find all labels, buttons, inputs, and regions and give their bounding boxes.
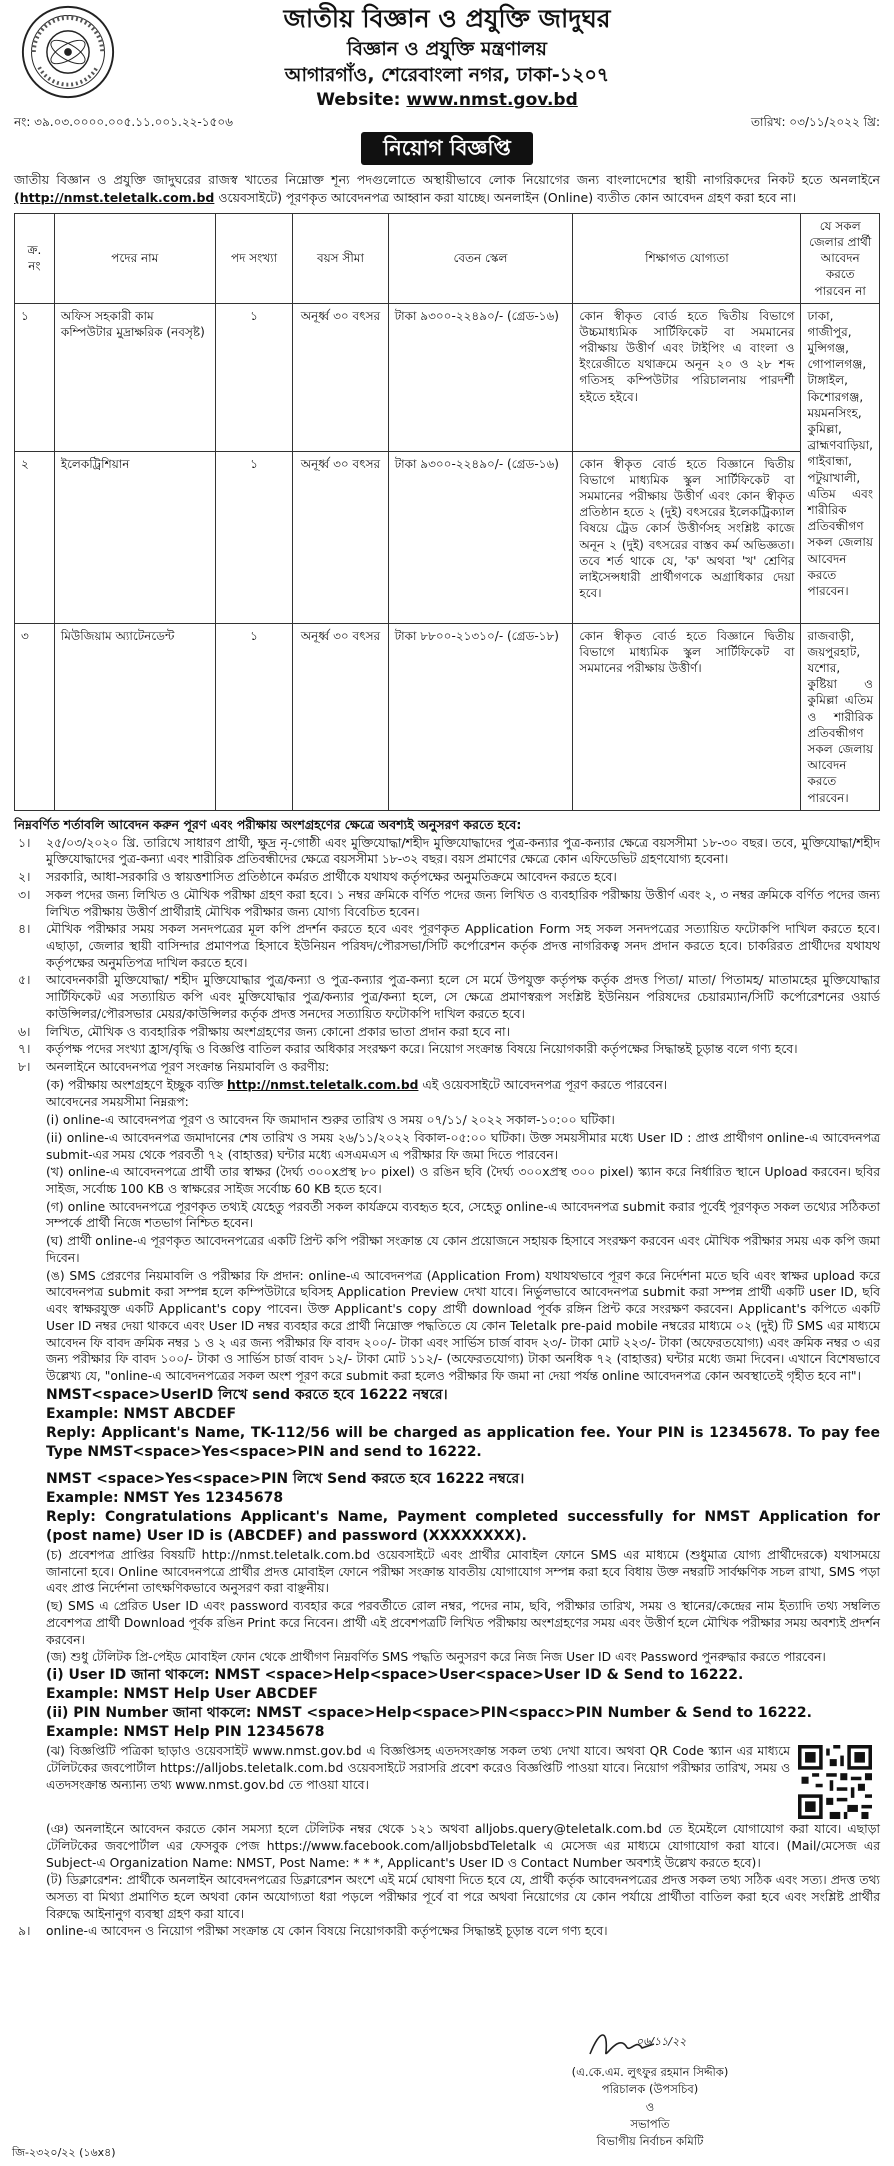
- col-qualification: শিক্ষাগত যোগ্যতা: [573, 213, 801, 303]
- rule-6: ৬। লিখিত, মৌখিক ও ব্যবহারিক পরীক্ষায় অংশগ্রহণের জন্য কোনো প্রকার ভাতা প্রদান করা হবে না।: [18, 1024, 510, 1039]
- rule-8: ৮। অনলাইনে আবেদনপত্র পূরণ সংক্রান্ত নিয়মাবলি ও করণীয়: (ক) পরীক্ষায় অংশগ্রহণে ইচ্ছুক ব্যক্তি http://nmst.teletalk.com.bd এই ওয়েবসাইটে আবেদনপত্র পূরণ করতে পারবেন। আবেদনের সময়সীমা নিম্নরূপ: (i) online-এ আবেদনপত্র পূরণ ও আবেদন ফি জমাদান শুরুর তারিখ ও সময় ০৭/১১/ ২০২২ সকাল-১০:০০ ঘটিকা। (ii) online-এ আবেদনপত্র জমাদানের শেষ তারিখ ও সময় ২৬/১১/২০২২ বিকাল-০৫:০০ ঘটিকা। উক্ত সময়সীমার মধ্যে User ID : প্রাপ্ত প্রার্থীগণ online-এ আবেদনপত্র submit-এর সময় থেকে পরবর্তী ৭২ (বাহাত্তর) ঘন্টার মধ্যে এসএমএস এ পরীক্ষার ফি জমা দিতে পারবেন। (খ) online-এ আবেদনপত্রে প্রার্থী তার স্বাক্ষর (দৈর্ঘ্য ৩০০xপ্রস্থ ৮০ pixel) ও রঙিন ছবি (দৈর্ঘ্য ৩০০xপ্রস্থ ৩০০ pixel) স্ক্যান করে নির্ধারিত স্থানে Upload করবেন। ছবির সাইজ, সর্বোচ্চ 100 KB ও স্বাক্ষরের সাইজ সর্বোচ্চ 60 KB হতে হবে। (গ) online আবেদনপত্রে পূরণকৃত তথ্যই যেহেতু পরবর্তী সকল কার্যক্রমে ব্যবহৃত হবে, সেহেতু online-এ আবেদনপত্র submit করার পূর্বেই পূরণকৃত সকল তথ্যের সঠিকতা সম্পর্কে প্রার্থী নিজে শতভাগ নিশ্চিত হবেন। (ঘ) প্রার্থী online-এ পূরণকৃত আবেদনপত্রের একটি প্রিন্ট কপি পরীক্ষা সংক্রান্ত যে কোন প্রয়োজনে সহায়ক হিসাবে সংরক্ষণ করবেন এবং মৌখিক পরীক্ষার সময় এক কপি জমা দিবেন। (ঙ) SMS প্রেরণের নিয়মাবলি ও পরীক্ষার ফি প্রদান: online-এ আবেদনপত্র (Application From) যথাযথভাবে পূরণ করে নির্দেশনা মতে ছবি এবং স্বাক্ষর upload করে আবেদনপত্র submit করা সম্পন্ন হলে কম্পিউটারে ছবিসহ Application Preview দেখা যাবে। নির্ভুলভাবে আবেদনপত্র submit করা সম্পন্ন প্রার্থী একটি user ID, ছবি এবং স্বাক্ষরযুক্ত একটি Applicant's copy পাবেন। উক্ত Applicant's copy প্রার্থী download পূর্বক রঙ্গিন প্রিন্ট করে সংরক্ষণ করবেন। Applicant's কপিতে একটি User ID নম্বর দেয়া থাকবে এবং User ID নম্বর ব্যবহার করে প্রার্থী নিম্নোক্ত পদ্ধতিতে যে কোন Teletalk pre-paid mobile নম্বরের মাধ্যমে ০২ (দুই) টি SMS এর মাধ্যমে আবেদন ফি বাবদ ক্রমিক নম্বর ১ ও ২ এর জন্য পরীক্ষার ফি বাবদ ২০০/- টাকা এবং সার্ভিস চার্জ বাবদ ২৩/- টাকা মোট ২২৩/- টাকা (অফেরতযোগ্য) এবং ক্রমিক নম্বর ৩ এর জন্য পরীক্ষার ফি বাবদ ১০০/- টাকা ও সার্ভিস চার্জ বাবদ ১২/- টাকা মোট ১১২/- (অফেরতযোগ্য) টাকা অনধিক ৭২ (বাহাত্তর) ঘন্টার মধ্যে জমা দিবেন। এখানে বিশেষভাবে উল্লেখ্য যে, "online-এ আবেদনপত্রের সকল অংশ পূরণ করে submit করা হলেও পরীক্ষার ফি জমা না দেয়া পর্যন্ত online আবেদনপত্র কোন অবস্থাতেই গৃহীত হবে না"। NMST<space>UserID লিখে send করতে হবে 16222 নম্বরে। Example: NMST ABCDEF Reply: Applicant's Name, TK-112/56 will be charged as application fee. Your PIN is 12345678. To pay fee Type NMST<space>Yes<space>PIN and send to 16222. NMST <space>Yes<space>PIN লিখে Send করতে হবে 16222 নম্বরে। Example: NMST Yes 12345678 Reply: Congratulations Applicant's Name, Payment completed successfully for NMST Application for (post name) User ID is (ABCDEF) and password (XXXXXXXX). (চ) প্রবেশপত্র প্রাপ্তির বিষয়টি http://nmst.teletalk.com.bd ওয়েবসাইটে এবং প্রার্থীর মোবাইল ফোনে SMS এর মাধ্যমে (শুধুমাত্র যোগ্য প্রার্থীদেরকে) যথাসময়ে জানানো হবে। Online আবেদনপত্রে প্রার্থীর প্রদত্ত মোবাইল ফোনে পরীক্ষা সংক্রান্ত যাবতীয় যোগাযোগ সম্পন্ন করা হবে বিধায় উক্ত নম্বরটি সার্বক্ষণিক সচল রাখা, SMS পড়া এবং প্রাপ্ত নির্দেশনা তাৎক্ষণিকভাবে অনুসরণ করা বাঞ্ছনীয়। (ছ) SMS এ প্রেরিত User ID এবং password ব্যবহার করে পরবর্তীতে রোল নম্বর, পদের নাম, ছবি, পরীক্ষার তারিখ, সময় ও স্থানের/কেন্দ্রের নাম ইত্যাদি তথ্য সম্বলিত প্রবেশপত্র প্রার্থী Download পূর্বক রঙিন Print করে নিবেন। প্রার্থী এই প্রবেশপত্রটি লিখিত পরীক্ষায় অংশগ্রহণের সময় এবং উত্তীর্ণ হলে মৌখিক পরীক্ষার সময় অবশ্যই প্রদর্শন করবেন। (জ) শুধু টেলিটক প্রি-পেইড মোবাইল ফোন থেকে প্রার্থীগণ নিম্নবর্ণিত SMS পদ্ধতি অনুসরণ করে নিজ নিজ User ID এবং Password পুনরুদ্ধার করতে পারবেন। (i) User ID জানা থাকলে: NMST <space>Help<space>User<space>User ID & Send to 16222. Example: NMST Help User ABCDEF (ii) PIN Number জানা থাকলে: NMST <space>Help<space>PIN<spacc>PIN Number & Send to 16222. Example: NMST Help PIN 12345678 (ঝ) বিজ্ঞপ্তিটি পত্রিকা ছাড়াও ওয়েবসাইট www.nmst.gov.bd এ বিজ্ঞপ্তিসহ এতদসংক্রান্ত সকল তথ্য দেখা যাবে। অথবা QR Code স্ক্যান এর মাধ্যমে টেলিটকের জবপোর্টাল https://alljobs.teletalk.com.bd ওয়েবসাইটে সরাসরি প্রবেশ করেও বিজ্ঞপ্তিটি পাওয়া যাবে। নিয়োগ পরীক্ষার তারিখ, সময় ও এতদসংক্রান্ত অন্যান্য তথ্য www.nmst.gov.bd তে পাওয়া যাবে। (ঞ) অনলাইনে আবেদন করতে কোন সমস্যা হলে টেলিটক নম্বর থেকে ১২১ অথবা alljobs.query@teletalk.com.bd তে ইমেইলে যোগাযোগ করা যাবে। এছাড়া টেলিটকের জবপোর্টাল এর ফেসবুক পেজ https://www.facebook.com/alljobsbdTeletalk এ মেসেজ এর মাধ্যমে যোগাযোগ করা যাবে। (Mail/মেসেজ এর Subject-এ Organization Name: NMST, Post Name: * * *, Applicant's User ID ও Contact Number অবশ্যই উল্লেখ করতে হবে)। (ট) ডিক্লারেশন: প্রার্থীকে অনলাইন আবেদনপত্রের ডিক্লারেশন অংশে এই মর্মে ঘোষণা দিতে হবে যে, প্রার্থী কর্তৃক আবেদনপত্রের প্রদত্ত সকল তথ্য সঠিক এবং সত্য। প্রদত্ত তথ্য অসত্য বা মিথ্যা প্রমাণিত হলে অথবা কোন অযোগ্যতা ধরা পড়লে পরীক্ষার পূর্বে বা পরে অথবা নিয়োগের যে কোন পর্যায়ে প্রার্থীতা বাতিল করা হবে এবং সংশ্লিষ্ট প্রার্থীর বিরুদ্ধে আইনানুগ ব্যবস্থা গ্রহণ করা যাবে।: [18, 1060, 881, 1921]
- cell-serial: ১: [15, 303, 55, 451]
- rule-8-cha: (চ) প্রবেশপত্র প্রাপ্তির বিষয়টি http://nmst.teletalk.com.bd ওয়েবসাইটে এবং প্রার্থীর মোবাইল ফোনে SMS এর মাধ্যমে (শুধুমাত্র যোগ্য প্রার্থীদেরকে) যথাসময়ে জানানো হবে। Online আবেদনপত্রে প্রার্থীর প্রদত্ত মোবাইল ফোনে পরীক্ষা সংক্রান্ত যাবতীয় যোগাযোগ সম্পন্ন করা হবে বিধায় উক্ত নম্বরটি সার্বক্ষণিক সচল রাখা, SMS পড়া এবং প্রাপ্ত নির্দেশনা তাৎক্ষণিকভাবে অনুসরণ করা বাঞ্ছনীয়।: [46, 1547, 880, 1596]
- cell-qualification: কোন স্বীকৃত বোর্ড হতে বিজ্ঞানে দ্বিতীয় বিভাগে মাধ্যমিক স্কুল সার্টিফিকেট বা সমমানের পরীক্ষায় উত্তীর্ণ।: [573, 623, 801, 810]
- website-link[interactable]: www.nmst.gov.bd: [406, 90, 578, 110]
- intro-text-a: জাতীয় বিজ্ঞান ও প্রযুক্তি জাদুঘরের রাজস্ব খাতের নিম্নোক্ত শূন্য পদগুলোতে অস্থায়ীভাবে লোক নিয়োগের জন্য বাংলাদেশের স্থায়ী নাগরিকদের নিকট হতে অনলাইনে: [14, 171, 880, 187]
- cell-pay-scale: টাকা ৯৩০০-২২৪৯০/- (গ্রেড-১৬): [388, 451, 573, 623]
- cell-excluded-districts: ঢাকা, গাজীপুর, মুন্সিগঞ্জ, গোপালগঞ্জ, টাঙ্গাইল, কিশোরগঞ্জ, ময়মনসিংহ, কুমিল্লা, ব্রাহ্মণবাড়িয়া, গাইবান্ধা, পটুয়াখালী, এতিম এবং শারীরিক প্রতিবন্ধীগণ সকল জেলায় আবেদন করতে পারবেন।: [801, 303, 880, 623]
- col-age-limit: বয়স সীমা: [293, 213, 388, 303]
- reference-line: [14, 114, 880, 130]
- col-pay-scale: বেতন স্কেল: [388, 213, 573, 303]
- rule-8-schedule: আবেদনের সময়সীমা নিম্নরূপ:: [46, 1095, 189, 1110]
- rule-8-jha: (ঝ) বিজ্ঞপ্তিটি পত্রিকা ছাড়াও ওয়েবসাইট www.nmst.gov.bd এ বিজ্ঞপ্তিসহ এতদসংক্রান্ত সকল তথ্য দেখা যাবে। অথবা QR Code স্ক্যান এর মাধ্যমে টেলিটকের জবপোর্টাল https://alljobs.teletalk.com.bd ওয়েবসাইটে সরাসরি প্রবেশ করেও বিজ্ঞপ্তিটি পাওয়া যাবে। নিয়োগ পরীক্ষার তারিখ, সময় ও এতদসংক্রান্ত অন্যান্য তথ্য www.nmst.gov.bd তে পাওয়া যাবে।: [46, 1743, 880, 1793]
- table-header-row: [15, 213, 880, 303]
- museum-seal-icon: [20, 4, 116, 100]
- table-row: [15, 451, 880, 623]
- rule-8-heading: অনলাইনে আবেদনপত্র পূরণ সংক্রান্ত নিয়মাবলি ও করণীয়:: [46, 1060, 330, 1074]
- signer-name: (এ.কে.এম. লুৎফুর রহমান সিদ্দীক): [571, 2065, 729, 2079]
- cell-qualification: কোন স্বীকৃত বোর্ড হতে দ্বিতীয় বিভাগে উচ্চমাধ্যমিক সার্টিফিকেট বা সমমানের পরীক্ষায় উত্তীর্ণ এবং টাইপিং এ বাংলা ও ইংরেজীতে যথাক্রমে অনূন ২০ ও ২৮ শব্দ গতিসহ কম্পিউটার পরিচালনায় পারদর্শী হইতে হইবে।: [573, 303, 801, 451]
- table-row: [15, 623, 880, 810]
- col-post-count: পদ সংখ্যা: [215, 213, 293, 303]
- sms-2-reply: Reply: Congratulations Applicant's Name, Payment completed successfully for NMST Application for (post name) User ID is (ABCDEF) and password (XXXXXXXX).: [46, 1508, 880, 1544]
- rule-8-gha: (ঘ) প্রার্থী online-এ পূরণকৃত আবেদনপত্রের একটি প্রিন্ট কপি পরীক্ষা সংক্রান্ত যে কোন প্রয়োজনে সহায়ক হিসাবে সংরক্ষণ করবেন এবং মৌখিক পরীক্ষার সময় এক কপি জমা দিবেন।: [46, 1234, 881, 1265]
- cell-age-limit: অনূর্ধ্ব ৩০ বৎসর: [293, 303, 388, 451]
- title-banner: [14, 132, 880, 164]
- cell-age-limit: অনূর্ধ্ব ৩০ বৎসর: [293, 451, 388, 623]
- reference-number: নং: ৩৯.০৩.০০০০.০০৫.১১.০০১.২২-১৫০৬: [14, 115, 233, 129]
- rule-8-nya: (ঞ) অনলাইনে আবেদন করতে কোন সমস্যা হলে টেলিটক নম্বর থেকে ১২১ অথবা alljobs.query@teletalk.com.bd তে ইমেইলে যোগাযোগ করা যাবে। এছাড়া টেলিটকের জবপোর্টাল এর ফেসবুক পেজ https://www.facebook.com/alljobsbdTeletalk এ মেসেজ এর মাধ্যমে যোগাযোগ করা যাবে। (Mail/মেসেজ এর Subject-এ Organization Name: NMST, Post Name: * * *, Applicant's User ID ও Contact Number অবশ্যই উল্লেখ করতে হবে)।: [46, 1822, 880, 1870]
- teletalk-link[interactable]: http://nmst.teletalk.com.bd: [226, 1077, 419, 1092]
- cell-post-name: মিউজিয়াম অ্যাটেনডেন্ট: [54, 623, 215, 810]
- issue-date: তারিখ: ০৩/১১/২০২২ খ্রি:: [751, 115, 880, 129]
- sms-2-example: Example: NMST Yes 12345678: [46, 1489, 284, 1506]
- letterhead: [14, 0, 880, 112]
- rule-8-ii: (ii) online-এ আবেদনপত্র জমাদানের শেষ তারিখ ও সময় ২৬/১১/২০২২ বিকাল-০৫:০০ ঘটিকা। উক্ত সময়সীমার মধ্যে User ID : প্রাপ্ত প্রার্থীগণ online-এ আবেদনপত্র submit-এর সময় থেকে পরবর্তী ৭২ (বাহাত্তর) ঘন্টার মধ্যে এসএমএস এ পরীক্ষার ফি জমা দিতে পারবেন।: [46, 1130, 880, 1162]
- cell-serial: ২: [15, 451, 55, 623]
- notice-title: নিয়োগ বিজ্ঞপ্তি: [361, 132, 533, 164]
- application-url[interactable]: (http://nmst.teletalk.com.bd: [14, 189, 215, 205]
- ministry-name: বিজ্ঞান ও প্রযুক্তি মন্ত্রণালয়: [347, 38, 547, 60]
- website-label: Website:: [316, 90, 401, 110]
- cell-post-count: ১: [215, 303, 293, 451]
- conditions-list: [14, 835, 880, 1940]
- signer-committee: বিভাগীয় নির্বাচন কমিটি: [596, 2134, 704, 2148]
- col-excluded-districts: যে সকল জেলার প্রার্থী আবেদন করতে পারবেন না: [801, 213, 880, 303]
- rule-8-chha: (ছ) SMS এ প্রেরিত User ID এবং password ব্যবহার করে পরবর্তীতে রোল নম্বর, পদের নাম, ছবি, পরীক্ষার তারিখ, সময় ও স্থানের/কেন্দ্রের নাম ইত্যাদি তথ্য সম্বলিত প্রবেশপত্র প্রার্থী Download পূর্বক রঙিন Print করে নিবেন। প্রার্থী এই প্রবেশপত্রটি লিখিত পরীক্ষায় অংশগ্রহণের সময় এবং উত্তীর্ণ হলে মৌখিক পরীক্ষার সময় অবশ্যই প্রদর্শন করবেন।: [46, 1599, 880, 1647]
- cell-post-count: ১: [215, 451, 293, 623]
- sms-2-command: NMST <space>Yes<space>PIN লিখে Send করতে হবে 16222 নম্বরে।: [46, 1470, 525, 1487]
- org-address: আগারগাঁও, শেরেবাংলা নগর, ঢাকা-১২০৭: [284, 64, 610, 86]
- rule-1: ১। ২৫/০৩/২০২০ খ্রি. তারিখে সাধারণ প্রার্থী, ক্ষুদ্র নৃ-গোষ্ঠী এবং মুক্তিযোদ্ধা/শহীদ মুক্তিযোদ্ধাদের পুত্র-কন্যার পুত্র-কন্যার ক্ষেত্রে বয়সসীমা ১৮-৩০ বছর। তবে, মুক্তিযোদ্ধা/শহীদ মুক্তিযোদ্ধাদের পুত্র-কন্যা এবং শারীরিক প্রতিবন্ধীদের ক্ষেত্রে বয়সসীমা ১৮-৩২ বছর। বয়স প্রমাণের ক্ষেত্রে কোন এফিডেভিট গ্রহণযোগ্য হবেনা।: [18, 835, 880, 867]
- rule-8-uma: (ঙ) SMS প্রেরণের নিয়মাবলি ও পরীক্ষার ফি প্রদান: online-এ আবেদনপত্র (Application From) যথাযথভাবে পূরণ করে নির্দেশনা মতে ছবি এবং স্বাক্ষর upload করে আবেদনপত্র submit করা সম্পন্ন হলে কম্পিউটারে ছবিসহ Application Preview দেখা যাবে। নির্ভুলভাবে আবেদনপত্র submit করা সম্পন্ন প্রার্থী একটি user ID, ছবি এবং স্বাক্ষরযুক্ত একটি Applicant's copy পাবেন। উক্ত Applicant's copy প্রার্থী download পূর্বক রঙ্গিন প্রিন্ট করে সংরক্ষণ করবেন। Applicant's কপিতে একটি User ID নম্বর দেয়া থাকবে এবং User ID নম্বর ব্যবহার করে প্রার্থী নিম্নোক্ত পদ্ধতিতে যে কোন Teletalk pre-paid mobile নম্বরের মাধ্যমে ০২ (দুই) টি SMS এর মাধ্যমে আবেদন ফি বাবদ ক্রমিক নম্বর ১ ও ২ এর জন্য পরীক্ষার ফি বাবদ ২০০/- টাকা এবং সার্ভিস চার্জ বাবদ ২৩/- টাকা মোট ২২৩/- টাকা (অফেরতযোগ্য) এবং ক্রমিক নম্বর ৩ এর জন্য পরীক্ষার ফি বাবদ ১০০/- টাকা ও সার্ভিস চার্জ বাবদ ১২/- টাকা মোট ১১২/- (অফেরতযোগ্য) টাকা অনধিক ৭২ (বাহাত্তর) ঘন্টার মধ্যে জমা দিবেন। এখানে বিশেষভাবে উল্লেখ্য যে, "online-এ আবেদনপত্রের সকল অংশ পূরণ করে submit করা হলেও পরীক্ষার ফি জমা না দেয়া পর্যন্ত online আবেদনপত্র কোন অবস্থাতেই গৃহীত হবে না"।: [46, 1268, 880, 1383]
- signature-block: [540, 2024, 760, 2150]
- vacancy-table: [14, 213, 880, 811]
- table-row: [15, 303, 880, 451]
- signature-date: ০৬/১১/২২: [636, 2035, 687, 2048]
- rule-8-ta: (ট) ডিক্লারেশন: প্রার্থীকে অনলাইন আবেদনপত্রের ডিক্লারেশন অংশে এই মর্মে ঘোষণা দিতে হবে যে, প্রার্থী কর্তৃক আবেদনপত্রের প্রদত্ত সকল তথ্য সঠিক এবং সত্য। প্রদত্ত তথ্য অসত্য বা মিথ্যা প্রমাণিত হলে অথবা কোন অযোগ্যতা ধরা পড়লে পরীক্ষার পূর্বে বা পরে অথবা নিয়োগের যে কোন পর্যায়ে প্রার্থীতা বাতিল করা হবে এবং সংশ্লিষ্ট প্রার্থীর বিরুদ্ধে আইনানুগ ব্যবস্থা গ্রহণ করা যাবে।: [46, 1873, 880, 1921]
- website-line: [14, 88, 880, 112]
- qr-code-icon[interactable]: [798, 1745, 872, 1819]
- print-code: জি-২৩২০/২২ (১৬x৪): [12, 2146, 116, 2159]
- sms-1-example: Example: NMST ABCDEF: [46, 1405, 237, 1422]
- cell-excluded-districts: রাজবাড়ী, জয়পুরহাট, যশোর, কুষ্টিয়া ও কুমিল্লা এতিম ও শারীরিক প্রতিবন্ধীগণ সকল জেলায় আবেদন করতে পারবেন।: [801, 623, 880, 810]
- rule-7: ৭। কর্তৃপক্ষ পদের সংখ্যা হ্রাস/বৃদ্ধি ও বিজ্ঞপ্তি বাতিল করার অধিকার সংরক্ষণ করে। নিয়োগ সংক্রান্ত বিষয়ে নিয়োগকারী কর্তৃপক্ষের সিদ্ধান্তই চূড়ান্ত বলে গণ্য হবে।: [18, 1042, 798, 1057]
- recover-user-id: (i) User ID জানা থাকলে: NMST <space>Help<space>User<space>User ID & Send to 16222.: [46, 1666, 744, 1683]
- org-name: জাতীয় বিজ্ঞান ও প্রযুক্তি জাদুঘর: [283, 4, 611, 33]
- sms-1-reply: Reply: Applicant's Name, TK-112/56 will be charged as application fee. Your PIN is 12345678. To pay fee Type NMST<space>Yes<space>PIN and send to 16222.: [46, 1424, 880, 1460]
- rule-8-kha: (খ) online-এ আবেদনপত্রে প্রার্থী তার স্বাক্ষর (দৈর্ঘ্য ৩০০xপ্রস্থ ৮০ pixel) ও রঙিন ছবি (দৈর্ঘ্য ৩০০xপ্রস্থ ৩০০ pixel) স্ক্যান করে নির্ধারিত স্থানে Upload করবেন। ছবির সাইজ, সর্বোচ্চ 100 KB ও স্বাক্ষরের সাইজ সর্বোচ্চ 60 KB হতে হবে।: [46, 1165, 880, 1197]
- recover-pin-example: Example: NMST Help PIN 12345678: [46, 1724, 325, 1741]
- col-post-name: পদের নাম: [54, 213, 215, 303]
- cell-age-limit: অনূর্ধ্ব ৩০ বৎসর: [293, 623, 388, 810]
- rule-5: ৫। আবেদনকারী মুক্তিযোদ্ধা/ শহীদ মুক্তিযোদ্ধার পুত্র/কন্যা ও পুত্র-কন্যার পুত্র-কন্যা হলে সে মর্মে উপযুক্ত কর্তৃপক্ষ কর্তৃক প্রদত্ত পিতা/ মাতা/ পিতামহ/ মাতামহের মুক্তিযোদ্ধার সার্টিফিকেট এর সত্যায়িত কপি এবং মুক্তিযোদ্ধার পুত্র/কন্যার পুত্র/কন্যা হলে, সে ক্ষেত্রে প্রমাণস্বরূপ সংশ্লিষ্ট ইউনিয়ন পরিষদের চেয়ারম্যান/সিটি কর্পোরেশনের ওয়ার্ড কাউন্সিলর/পৌরসভার মেয়র/কাউন্সিলর কর্তৃক প্রদত্ত সনদের সত্যায়িত ফটোকপি দাখিল করতে হবে।: [18, 973, 880, 1021]
- cell-post-name: ইলেকট্রিশিয়ান: [54, 451, 215, 623]
- conditions-title: নিম্নবর্ণিত শর্তাবলি আবেদন করুন পূরণ এবং পরীক্ষায় অংশগ্রহণের ক্ষেত্রে অবশ্যই অনুসরণ করতে হবে:: [14, 816, 522, 832]
- cell-serial: ৩: [15, 623, 55, 810]
- rule-8-i: (i) online-এ আবেদনপত্র পূরণ ও আবেদন ফি জমাদান শুরুর তারিখ ও সময় ০৭/১১/ ২০২২ সকাল-১০:০০ ঘটিকা।: [46, 1113, 615, 1128]
- cell-post-name: অফিস সহকারী কাম কম্পিউটার মুদ্রাক্ষরিক (নবসৃষ্ট): [54, 303, 215, 451]
- signer-designation: পরিচালক (উপসচিব): [601, 2082, 699, 2097]
- rule-8-ga: (গ) online আবেদনপত্রে পূরণকৃত তথ্যই যেহেতু পরবর্তী সকল কার্যক্রমে ব্যবহৃত হবে, সেহেতু online-এ আবেদনপত্র submit করার পূর্বেই পূরণকৃত সকল তথ্যের সঠিকতা সম্পর্কে প্রার্থী নিজে শতভাগ নিশ্চিত হবেন।: [46, 1199, 880, 1231]
- intro-text-b: ওয়েবসাইটে) পূরণকৃত আবেদনপত্র আহ্বান করা যাচ্ছে। অনলাইন (Online) ব্যতীত কোন আবেদন গ্রহণ করা হবে না।: [218, 189, 797, 205]
- recover-pin: (ii) PIN Number জানা থাকলে: NMST <space>Help<space>PIN<spacc>PIN Number & Send to 16222.: [46, 1705, 812, 1721]
- col-serial: ক্র. নং: [15, 213, 55, 303]
- cell-post-count: ১: [215, 623, 293, 810]
- cell-qualification: কোন স্বীকৃত বোর্ড হতে বিজ্ঞানে দ্বিতীয় বিভাগে মাধ্যমিক স্কুল সার্টিফিকেট বা সমমানের পরীক্ষায় উত্তীর্ণ এবং কোন স্বীকৃত প্রতিষ্ঠান হতে ২ (দুই) বৎসরের ইলেকট্রিক্যাল বিষয়ে ট্রেড কোর্স উত্তীর্ণসহ সংশ্লিষ্ট কাজে অনূন ২ (দুই) বৎসরের বাস্তব কর্ম অভিজ্ঞতা। তবে শর্ত থাকে যে, 'ক' অথবা 'খ' শ্রেণির লাইসেন্সধারী প্রার্থীগণকে অগ্রাধিকার দেয়া হবে।: [573, 451, 801, 623]
- cell-pay-scale: টাকা ৯৩০০-২২৪৯০/- (গ্রেড-১৬): [388, 303, 573, 451]
- rule-2: ২। সরকারি, আধা-সরকারি ও স্বায়ত্তশাসিত প্রতিষ্ঠানে কর্মরত প্রার্থীকে যথাযথ কর্তৃপক্ষের অনুমতিক্রমে আবেদন করতে হবে।: [18, 870, 617, 885]
- signer-role: সভাপতি: [630, 2116, 670, 2131]
- signer-and: ও: [645, 2099, 655, 2114]
- rule-8-ka: (ক) পরীক্ষায় অংশগ্রহণে ইচ্ছুক ব্যক্তি http://nmst.teletalk.com.bd এই ওয়েবসাইটে আবেদনপত্র পূরণ করতে পারবেন।: [46, 1077, 668, 1092]
- recover-user-id-example: Example: NMST Help User ABCDEF: [46, 1685, 318, 1702]
- rule-9: ৯। online-এ আবেদন ও নিয়োগ পরীক্ষা সংক্রান্ত যে কোন বিষয়ে নিয়োগকারী কর্তৃপক্ষের সিদ্ধান্তই চূড়ান্ত বলে গণ্য হবে।: [18, 1924, 608, 1939]
- rule-8-ja: (জ) শুধু টেলিটক প্রি-পেইড মোবাইল ফোন থেকে প্রার্থীগণ নিম্নবর্ণিত SMS পদ্ধতি অনুসরণ করে নিজ নিজ User ID এবং Password পুনরুদ্ধার করতে পারবেন।: [46, 1650, 826, 1665]
- sms-1-command: NMST<space>UserID লিখে send করতে হবে 16222 নম্বরে।: [46, 1386, 448, 1403]
- rule-3: ৩। সকল পদের জন্য লিখিত ও মৌখিক পরীক্ষা গ্রহণ করা হবে। ১ নম্বর ক্রমিকে বর্ণিত পদের জন্য লিখিত ও ব্যবহারিক পরীক্ষায় উত্তীর্ণ এবং ২, ৩ নম্বর ক্রমিকে বর্ণিত পদের জন্য লিখিত পরীক্ষায় উত্তীর্ণ প্রার্থীরাই মৌখিক পরীক্ষার জন্য যোগ্য বিবেচিত হবেন।: [18, 887, 880, 919]
- rule-4: ৪। মৌখিক পরীক্ষার সময় সকল সনদপত্রের মূল কপি প্রদর্শন করতে হবে এবং পূরণকৃত Application Form সহ সকল সনদপত্রের সত্যায়িত ফটোকপি দাখিল করতে হবে। এছাড়া, জেলার স্থায়ী বাসিন্দার প্রমাণপত্র হিসাবে ইউনিয়ন পরিষদ/পৌরসভা/সিটি কর্পোরেশন কর্তৃক প্রদত্ত নাগরিকত্ব সনদ প্রদান করতে হবে। চাকরিরত প্রার্থীদের যথাযথ কর্তৃপক্ষের অনুমতিপত্র দাখিল করতে হবে।: [18, 922, 880, 970]
- intro-paragraph: [14, 171, 880, 207]
- cell-pay-scale: টাকা ৮৮০০-২১৩১০/- (গ্রেড-১৮): [388, 623, 573, 810]
